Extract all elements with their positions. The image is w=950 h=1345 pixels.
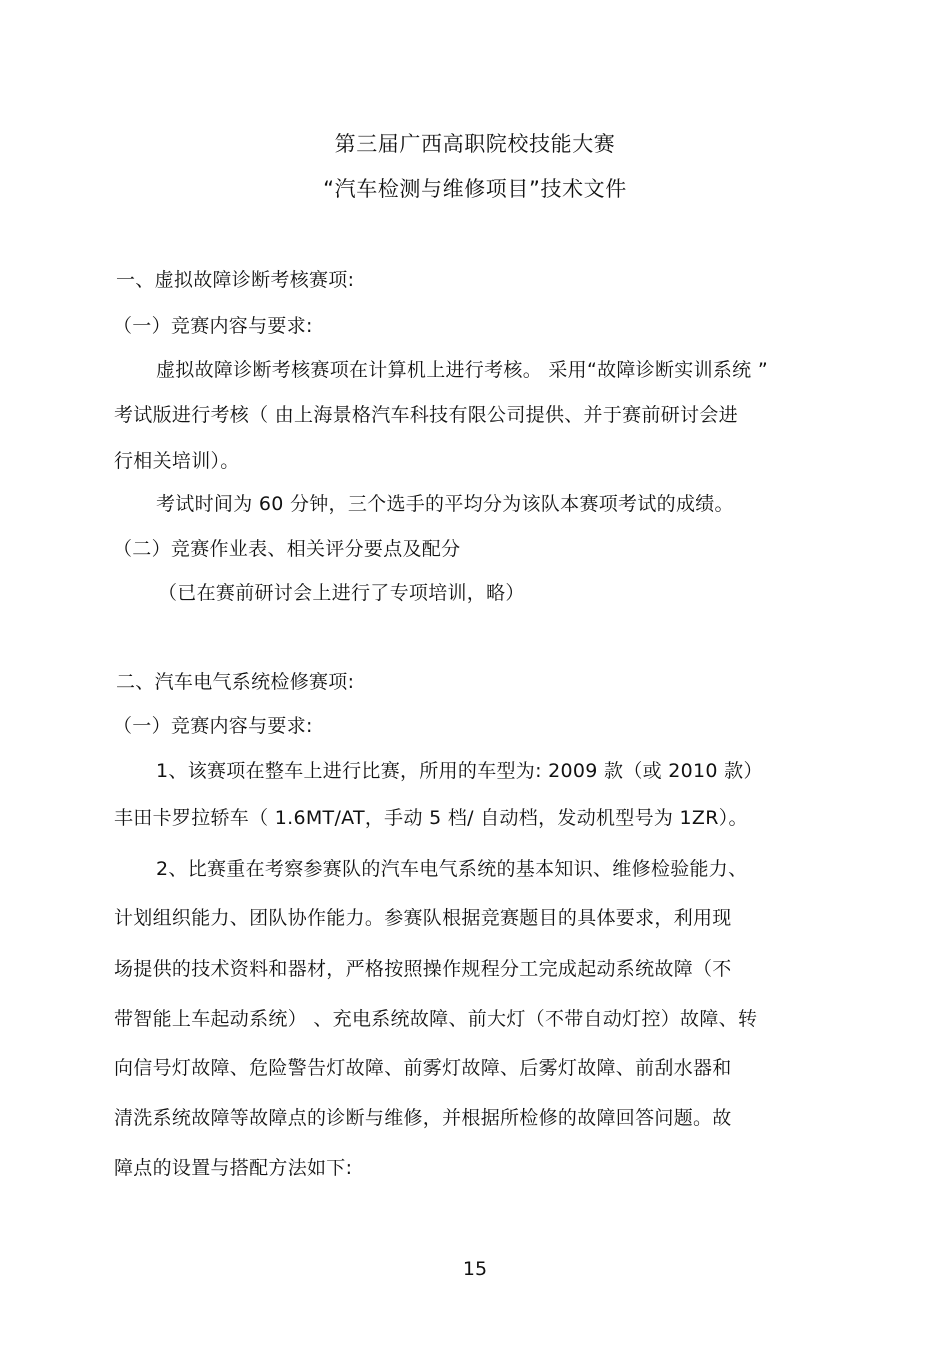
section1-sub1-heading: （一）竞赛内容与要求: — [113, 315, 313, 337]
section1-sub2-heading: （二）竞赛作业表、相关评分要点及配分 — [113, 538, 461, 560]
document-title-line2: “汽车检测与维修项目”技术文件 — [323, 177, 627, 201]
section1-heading: 一、虚拟故障诊断考核赛项: — [116, 269, 355, 291]
section2-sub1-heading: （一）竞赛内容与要求: — [113, 715, 313, 737]
section1-sub2-note: （已在赛前研讨会上进行了专项培训，略） — [158, 582, 525, 604]
section2-item2-line6: 清洗系统故障等故障点的诊断与维修，并根据所检修的故障回答问题。故 — [114, 1107, 732, 1129]
section2-item2-line1: 2、比赛重在考察参赛队的汽车电气系统的基本知识、维修检验能力、 — [156, 858, 748, 880]
section2-item2-line4: 带智能上车起动系统） 、充电系统故障、前大灯（不带自动灯控）故障、转 — [114, 1008, 758, 1030]
section2-item2-line2: 计划组织能力、团队协作能力。参赛队根据竞赛题目的具体要求，利用现 — [114, 907, 732, 929]
section1-para2: 考试时间为 60 分钟，三个选手的平均分为该队本赛项考试的成绩。 — [156, 493, 734, 515]
section1-para1-line1: 虚拟故障诊断考核赛项在计算机上进行考核。 采用“故障诊断实训系统 ” — [156, 359, 768, 381]
section2-heading: 二、汽车电气系统检修赛项: — [116, 671, 355, 693]
section2-item2-line3: 场提供的技术资料和器材，严格按照操作规程分工完成起动系统故障（不 — [114, 958, 732, 980]
section2-item1-line1: 1、该赛项在整车上进行比赛，所用的车型为: 2009 款（或 2010 款） — [156, 760, 763, 782]
section2-item2-line5: 向信号灯故障、危险警告灯故障、前雾灯故障、后雾灯故障、前刮水器和 — [114, 1057, 732, 1079]
section2-item1-line2: 丰田卡罗拉轿车（ 1.6MT/AT，手动 5 档/ 自动档，发动机型号为 1ZR）。 — [114, 807, 748, 829]
section1-para1-line3: 行相关培训）。 — [114, 450, 240, 472]
section2-item2-line7: 障点的设置与搭配方法如下: — [114, 1157, 353, 1179]
document-title-line1: 第三届广西高职院校技能大赛 — [334, 132, 616, 156]
section1-para1-line2: 考试版进行考核（ 由上海景格汽车科技有限公司提供、并于赛前研讨会进 — [114, 404, 738, 426]
page-number: 15 — [462, 1258, 488, 1280]
